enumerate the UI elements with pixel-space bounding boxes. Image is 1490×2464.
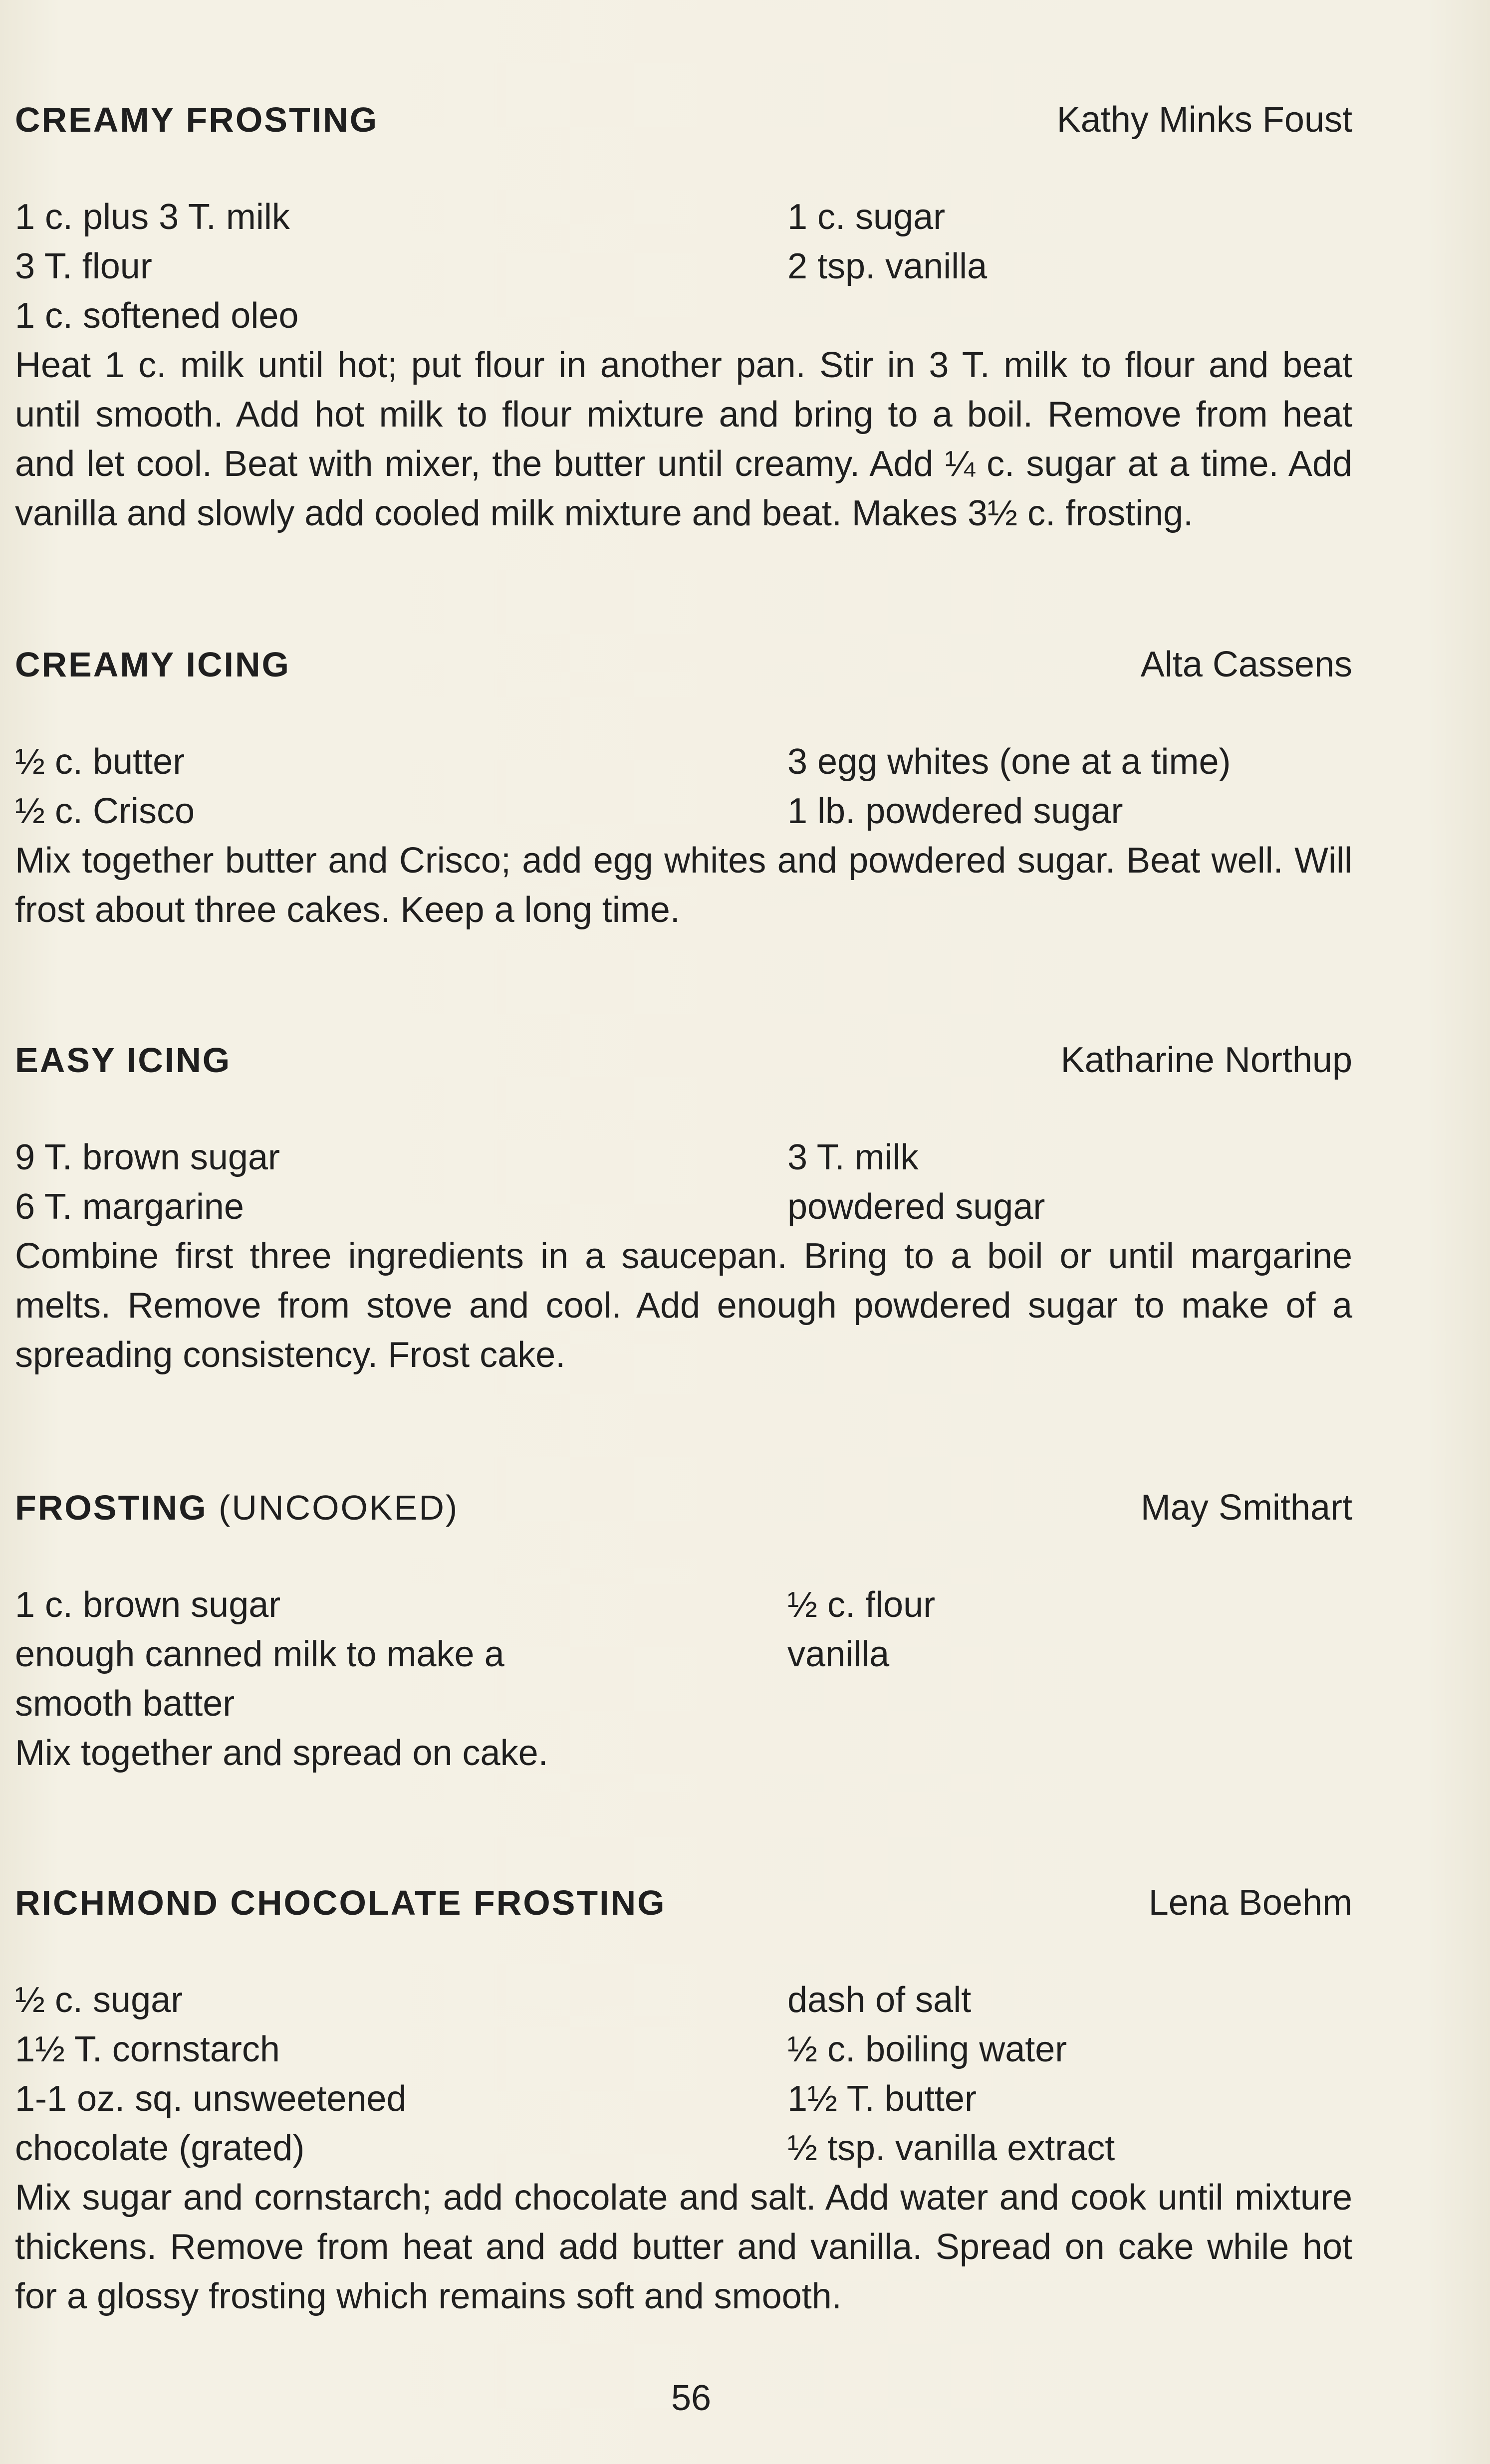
recipe-author: Lena Boehm — [1148, 1883, 1352, 1923]
ingredient: 9 T. brown sugar — [15, 1137, 280, 1177]
recipe-author: Alta Cassens — [1140, 645, 1352, 684]
recipe-creamy-frosting — [15, 96, 1352, 538]
ingredient: ½ c. Crisco — [15, 791, 195, 831]
ingredient: enough canned milk to make a — [15, 1634, 504, 1674]
recipe-title: RICHMOND CHOCOLATE FROSTING — [15, 1883, 666, 1922]
ingredient: vanilla — [787, 1634, 890, 1674]
recipe-header — [15, 1879, 1352, 1927]
recipe-frosting-uncooked — [15, 1484, 1352, 1778]
ingredient: 1-1 oz. sq. unsweetened — [15, 2079, 407, 2119]
ingredients-left-column — [15, 1133, 763, 1232]
recipe-header — [15, 641, 1352, 688]
recipe-method: Mix together butter and Crisco; add egg whites and powdered sugar. Beat well. Will frost about three cakes. Keep a long time. — [15, 841, 1352, 930]
ingredient: ½ c. butter — [15, 742, 185, 782]
recipe-method: Mix sugar and cornstarch; add chocolate and salt. Add water and cook until mixture thickens. Remove from heat and add butter and vanilla. Spread on cake while hot for a glossy frosting which remains soft and smooth. — [15, 2178, 1352, 2316]
recipe-method: Mix together and spread on cake. — [15, 1733, 548, 1773]
recipe-author: Kathy Minks Foust — [1056, 100, 1352, 140]
recipe-author: Katharine Northup — [1060, 1040, 1352, 1080]
recipe-title-paren: (UNCOOKED) — [219, 1488, 459, 1527]
ingredients-left-column — [15, 1580, 763, 1729]
ingredient: 3 T. flour — [15, 246, 152, 286]
ingredient: dash of salt — [787, 1980, 972, 2020]
ingredient-list — [15, 737, 1352, 836]
recipe-method: Combine first three ingredients in a saucepan. Bring to a boil or until margarine melts. Remove from stove and cool. Add enough powdered sugar to make of a spreading consistency. Frost cake. — [15, 1236, 1352, 1375]
ingredient-list — [15, 1976, 1352, 2173]
recipe-header — [15, 1484, 1352, 1532]
recipe-richmond-chocolate-frosting — [15, 1879, 1352, 2321]
ingredient: ½ c. flour — [787, 1585, 936, 1625]
ingredient: chocolate (grated) — [15, 2128, 305, 2168]
ingredient: 1 c. softened oleo — [15, 296, 299, 336]
ingredients-left-column — [15, 193, 763, 341]
recipe-title: CREAMY FROSTING — [15, 100, 379, 139]
ingredients-right-column — [787, 1580, 1336, 1679]
ingredients-right-column — [787, 1133, 1336, 1232]
ingredient: 6 T. margarine — [15, 1187, 244, 1227]
ingredient-list — [15, 1133, 1352, 1232]
recipe-method: Heat 1 c. milk until hot; put flour in another pan. Stir in 3 T. milk to flour and beat until smooth. Add hot milk to flour mixture and bring to a boil. Remove from heat and let cool. Beat with mixer, the butter until creamy. Add ¼ c. sugar at a time. Add vanilla and slowly add cooled milk mixture and beat. Makes 3½ c. frosting. — [15, 345, 1352, 533]
ingredients-right-column — [787, 1976, 1336, 2173]
ingredient: 3 egg whites (one at a time) — [787, 742, 1231, 782]
recipe-title: EASY ICING — [15, 1041, 232, 1080]
recipe-header — [15, 96, 1352, 144]
ingredients-right-column — [787, 193, 1336, 291]
ingredient: ½ c. sugar — [15, 1980, 183, 2020]
recipe-author: May Smithart — [1140, 1488, 1352, 1528]
ingredient: smooth batter — [15, 1684, 235, 1724]
recipe-easy-icing — [15, 1037, 1352, 1380]
ingredient: 2 tsp. vanilla — [787, 246, 988, 286]
ingredients-left-column — [15, 737, 763, 836]
ingredient: 1½ T. butter — [787, 2079, 977, 2119]
recipe-creamy-icing — [15, 641, 1352, 935]
recipe-title-text: FROSTING — [15, 1488, 208, 1527]
ingredient: ½ c. boiling water — [787, 2029, 1067, 2069]
ingredient: 1 c. plus 3 T. milk — [15, 197, 290, 237]
ingredients-right-column — [787, 737, 1336, 836]
page-number: 56 — [671, 2378, 712, 2418]
recipe-header — [15, 1037, 1352, 1084]
ingredient: powdered sugar — [787, 1187, 1045, 1227]
ingredient-list — [15, 1580, 1352, 1729]
ingredient: 3 T. milk — [787, 1137, 919, 1177]
ingredient: 1 c. brown sugar — [15, 1585, 281, 1625]
ingredient: 1 lb. powdered sugar — [787, 791, 1123, 831]
recipe-title — [15, 1484, 459, 1532]
ingredient: ½ tsp. vanilla extract — [787, 2128, 1115, 2168]
ingredient: 1 c. sugar — [787, 197, 946, 237]
ingredient-list — [15, 193, 1352, 341]
ingredient: 1½ T. cornstarch — [15, 2029, 280, 2069]
recipe-title: CREAMY ICING — [15, 645, 290, 684]
ingredients-left-column — [15, 1976, 763, 2173]
